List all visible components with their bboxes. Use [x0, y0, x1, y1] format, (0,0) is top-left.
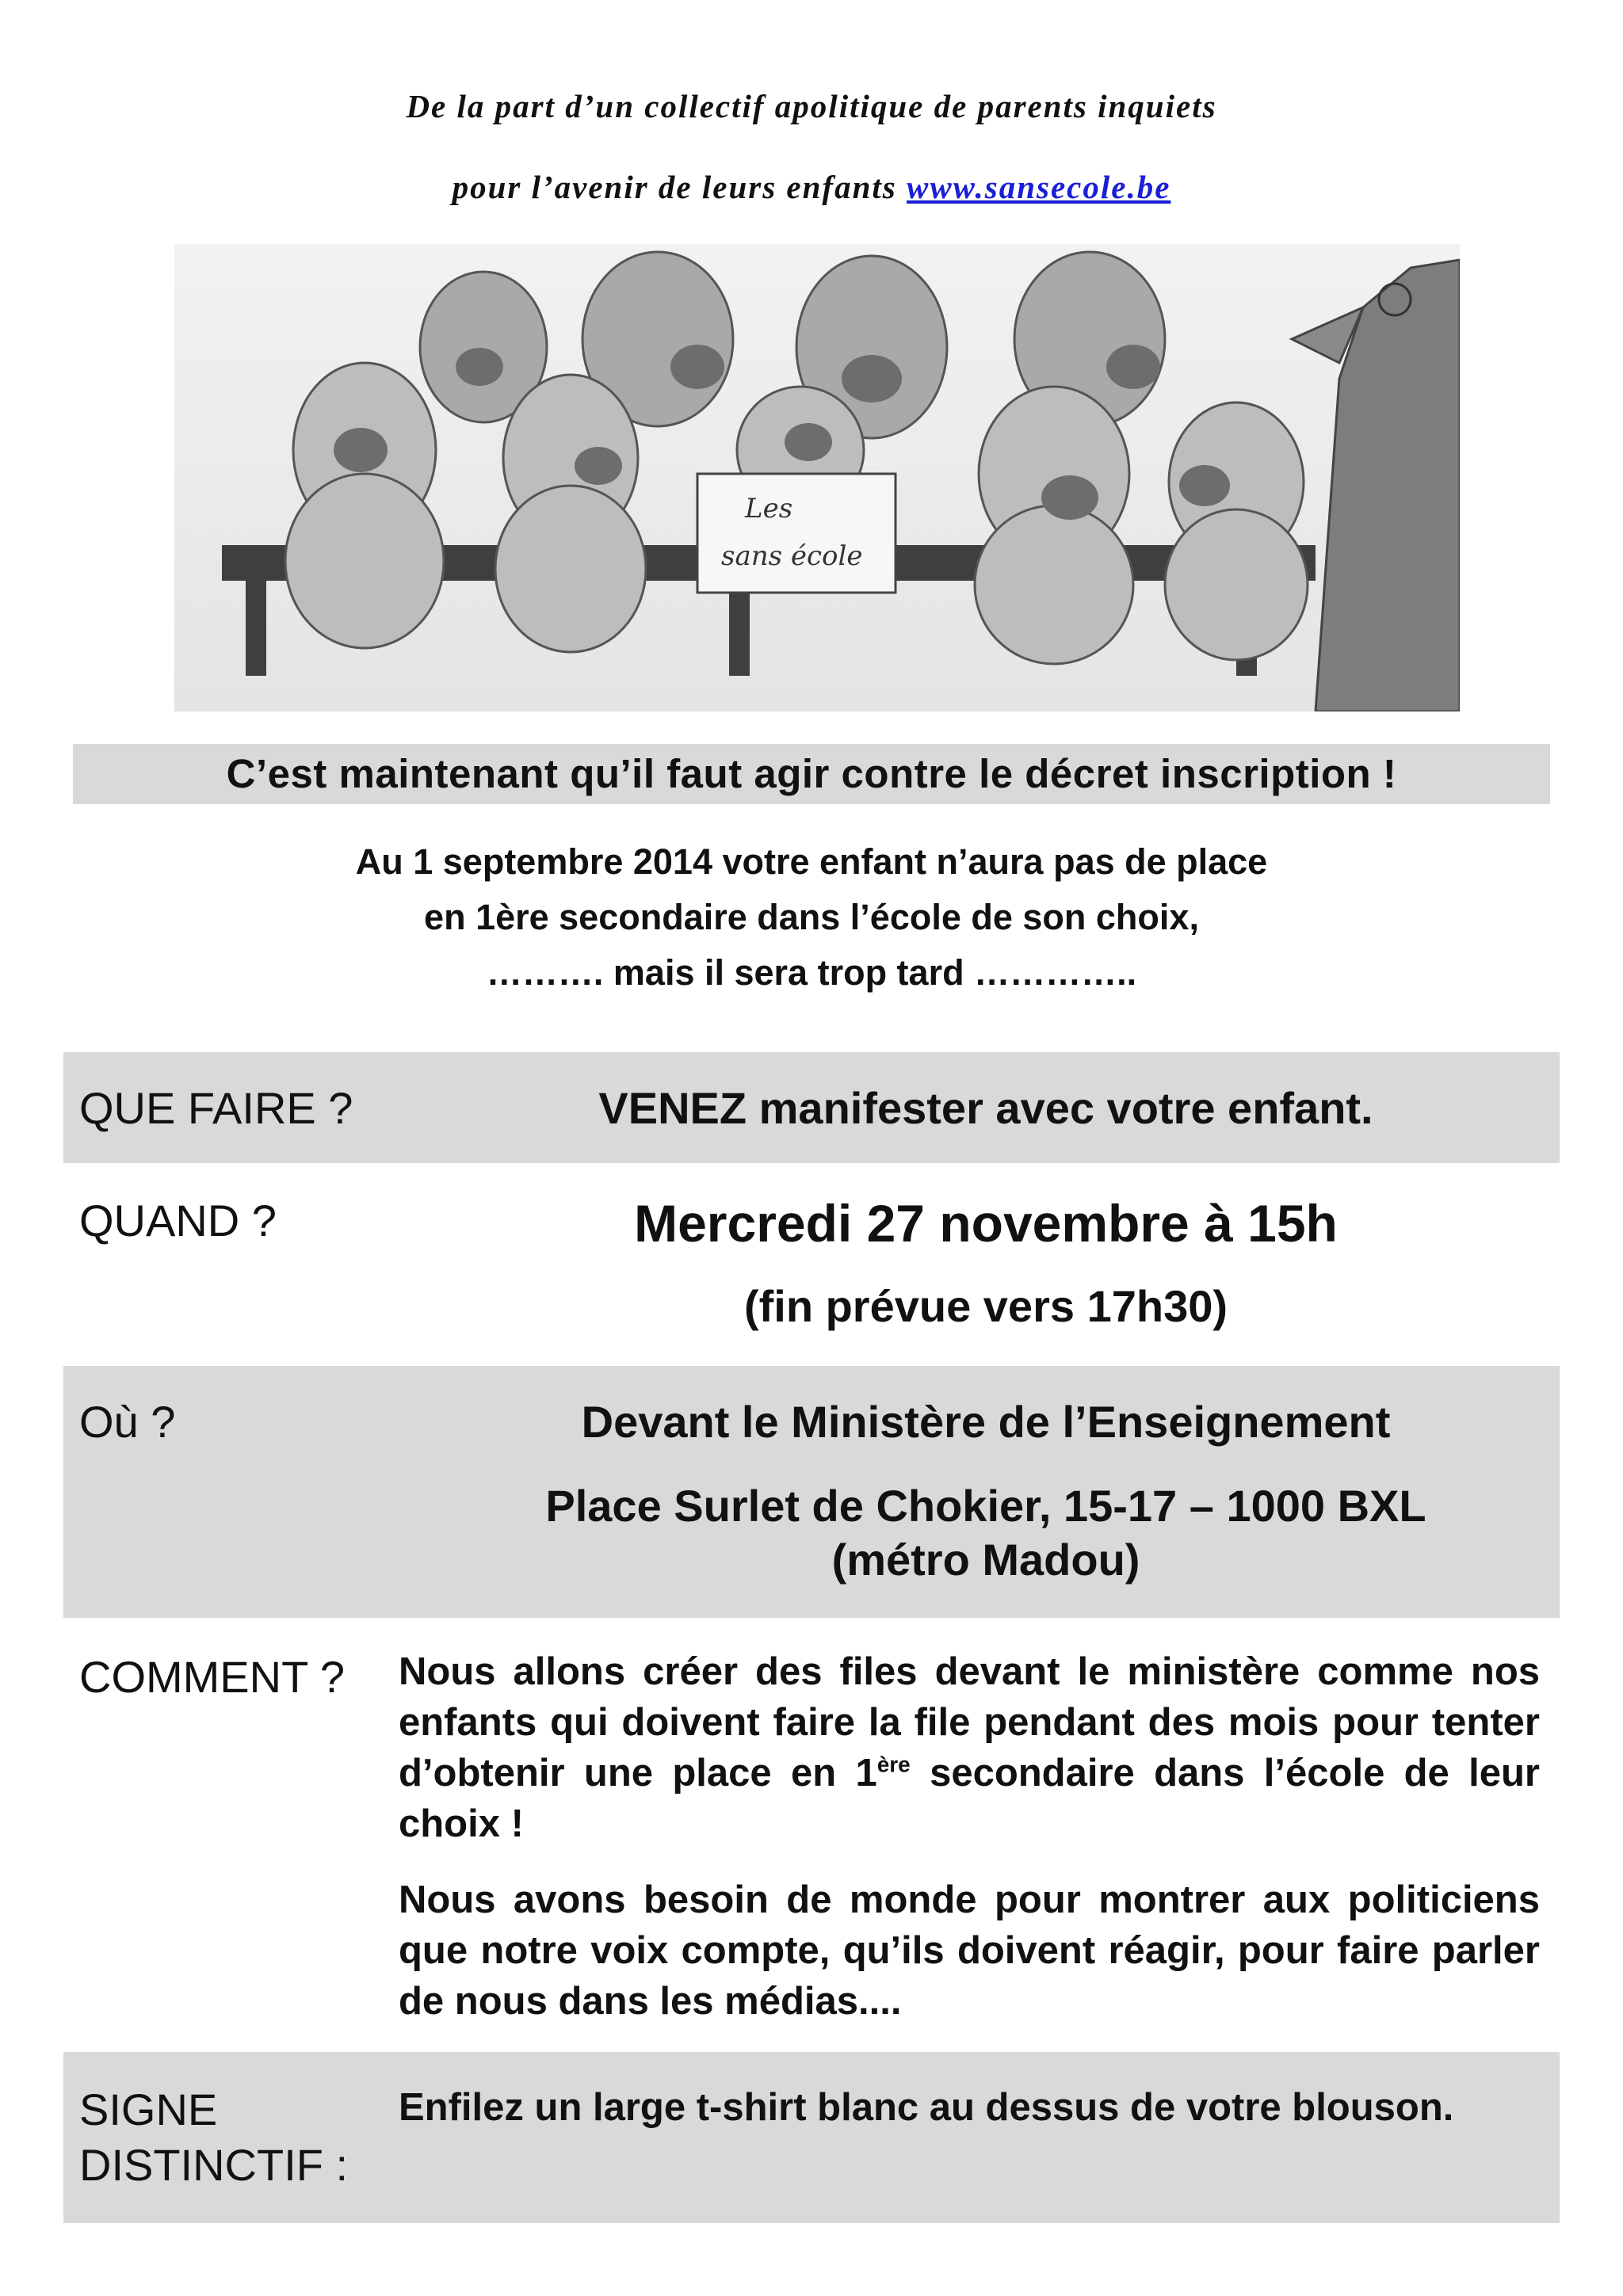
comment-paragraph-2: Nous avons besoin de monde pour montrer aux politiciens que notre voix compte, qu’ils doivent réagir, pour faire parler de nous dans les médias....	[399, 1878, 1540, 2023]
signe-label-line-1: SIGNE	[79, 2084, 218, 2134]
call-to-action-banner: C’est maintenant qu’il faut agir contre le décret inscription !	[73, 744, 1550, 804]
signe-value: Enfilez un large t-shirt blanc au dessus de votre blouson.	[399, 2086, 1454, 2129]
sign-text-line1: Les	[745, 493, 793, 524]
header-line-2	[0, 168, 1623, 206]
que-faire-value: VENEZ manifester avec votre enfant.	[598, 1083, 1373, 1133]
intro-line-1: Au 1 septembre 2014 votre enfant n’aura pas de place	[355, 841, 1268, 882]
row-que-faire	[63, 1052, 1560, 1163]
intro-line-3: ………. mais il sera trop tard …………..	[486, 952, 1137, 993]
header-line-1: De la part d’un collectif apolitique de parents inquiets	[406, 88, 1217, 124]
que-faire-label: QUE FAIRE ?	[79, 1083, 353, 1133]
quand-note: (fin prévue vers 17h30)	[743, 1281, 1228, 1331]
sign-text-line2: sans école	[721, 540, 863, 572]
row-ou	[63, 1366, 1560, 1618]
comment-paragraph-1-end: secondaire dans l’école de leur choix !	[399, 1752, 1540, 1845]
comment-paragraph-1-text: Nous allons créer des files devant le ministère comme nos enfants qui doivent faire la file pendant des mois pour tenter d’obtenir une place en 1	[399, 1650, 1540, 1794]
ou-address-street: Place Surlet de Chokier, 15-17 – 1000 BXL	[545, 1481, 1426, 1531]
intro-line-2: en 1ère secondaire dans l’école de son choix,	[424, 897, 1199, 937]
signe-label	[79, 2082, 348, 2193]
comment-label: COMMENT ?	[79, 1652, 345, 1702]
row-quand	[63, 1171, 1560, 1358]
ou-label: Où ?	[79, 1397, 176, 1447]
website-link[interactable]: www.sansecole.be	[906, 169, 1171, 205]
quand-label: QUAND ?	[79, 1196, 277, 1245]
quand-value: Mercredi 27 novembre à 15h	[634, 1194, 1338, 1253]
ou-address-metro: (métro Madou)	[831, 1535, 1140, 1585]
header-text: pour l’avenir de leurs enfants	[452, 169, 907, 205]
pigs-illustration	[174, 244, 1460, 711]
ordinal-superscript: ère	[876, 1752, 911, 1777]
comment-paragraph-1	[399, 1646, 1540, 1849]
ou-address-title: Devant le Ministère de l’Enseignement	[581, 1397, 1391, 1447]
signe-label-line-2: DISTINCTIF :	[79, 2140, 349, 2190]
row-signe-distinctif	[63, 2052, 1560, 2223]
